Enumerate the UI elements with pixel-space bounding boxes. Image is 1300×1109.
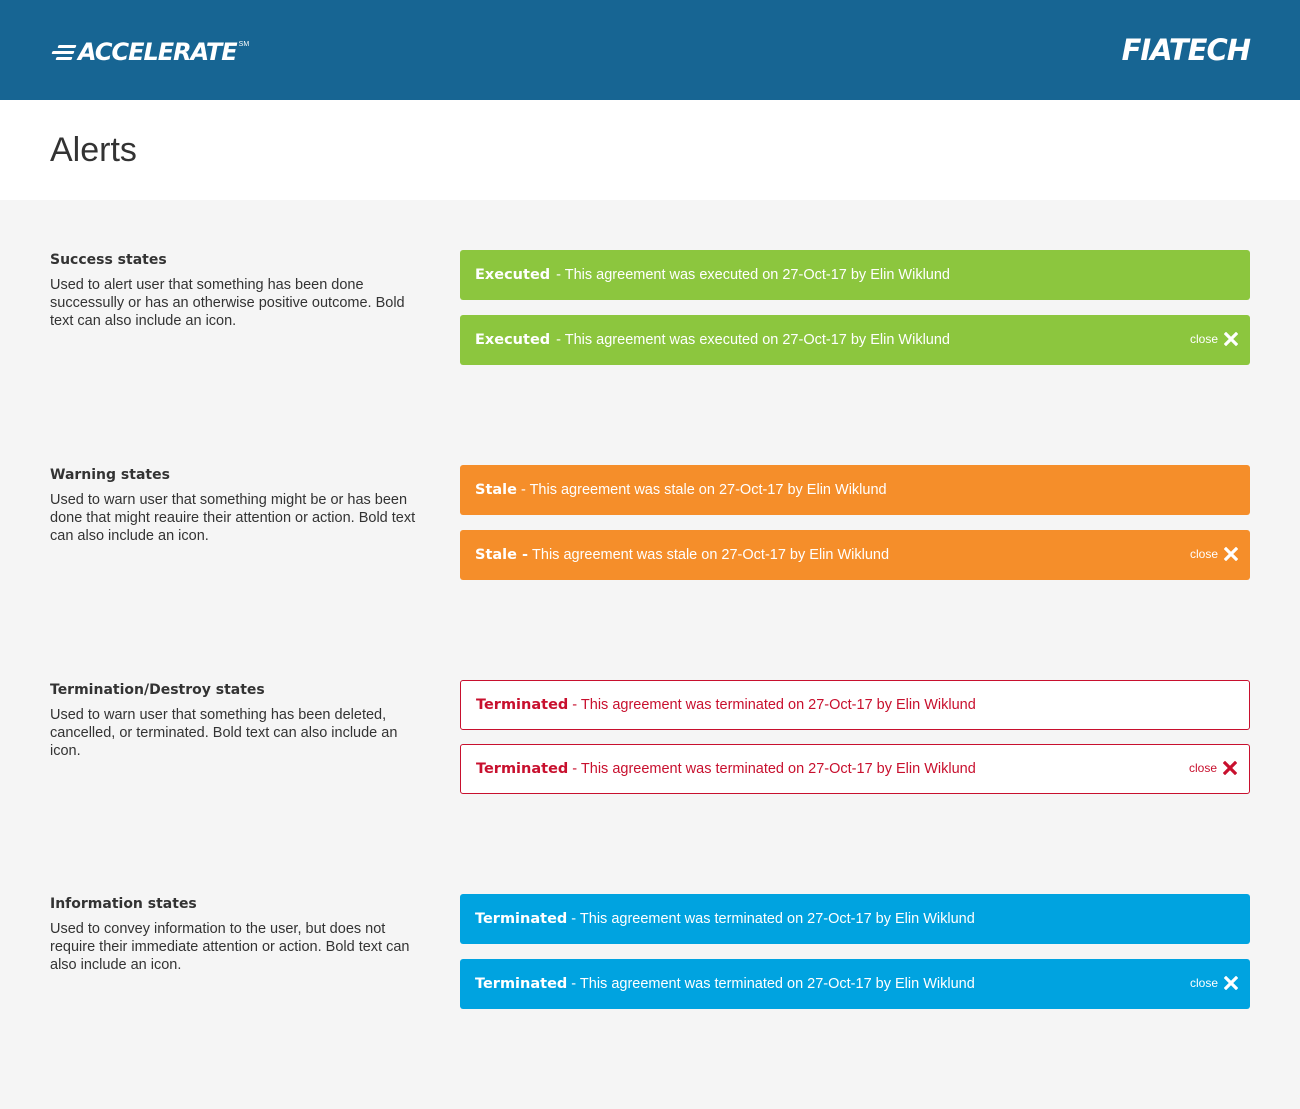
close-button[interactable] — [1190, 976, 1238, 990]
service-mark: SM — [238, 41, 250, 48]
alert-message: This agreement was stale on 27-Oct-17 by Elin Wiklund — [532, 547, 890, 563]
section-description: Used to convey information to the user, but does not require their immediate attention or action. Bold text can also include an icon. — [50, 921, 410, 973]
success-alert — [460, 250, 1250, 300]
fiatech-logo[interactable]: FIATECH — [1121, 33, 1250, 67]
alert-bold-label: Stale — [475, 482, 517, 498]
alert-bold-label: Stale - — [475, 547, 529, 563]
accelerate-logo-text: ACCELERATE — [78, 38, 237, 66]
section-heading: Success states — [50, 252, 167, 268]
section-heading: Information states — [50, 896, 197, 912]
alert-message: - This agreement was stale on 27-Oct-17 by Elin Wiklund — [520, 482, 887, 498]
close-button[interactable] — [1190, 332, 1238, 346]
close-icon[interactable] — [1224, 332, 1238, 346]
section-description: Used to warn user that something has been deleted, cancelled, or terminated. Bold text can also include an icon. — [50, 707, 398, 759]
close-label: close — [1188, 761, 1217, 775]
alert-bold-label: Terminated — [476, 697, 569, 713]
alert-message: - This agreement was terminated on 27-Oct-17 by Elin Wiklund — [572, 761, 976, 777]
termination-alert-dismissible — [460, 744, 1250, 794]
info-alert-dismissible — [460, 959, 1250, 1009]
speed-lines-icon — [50, 37, 78, 63]
close-label: close — [1189, 332, 1218, 346]
alert-message: - This agreement was executed on 27-Oct-17 by Elin Wiklund — [556, 267, 950, 283]
alert-bold-label: Terminated — [475, 976, 568, 992]
alert-message: - This agreement was terminated on 27-Oct-17 by Elin Wiklund — [572, 697, 976, 713]
alert-bold-label: Executed — [475, 332, 551, 348]
close-label: close — [1189, 976, 1218, 990]
info-alert — [460, 894, 1250, 944]
section-description: Used to warn user that something might be or has been done that might reauire their attention or action. Bold text can also include an icon. — [50, 492, 416, 544]
close-label: close — [1189, 547, 1218, 561]
page-title: Alerts — [50, 131, 137, 169]
close-button[interactable] — [1189, 761, 1237, 775]
section-description: Used to alert user that something has been done successully or has an otherwise positive outcome. Bold text can also include an icon. — [50, 277, 405, 329]
warning-alert — [460, 465, 1250, 515]
title-bar — [0, 100, 1300, 200]
section-heading: Warning states — [50, 467, 170, 483]
close-icon[interactable] — [1224, 547, 1238, 561]
alert-bold-label: Executed — [475, 267, 551, 283]
close-button[interactable] — [1190, 547, 1238, 561]
warning-alert-dismissible — [460, 530, 1250, 580]
alert-bold-label: Terminated — [476, 761, 569, 777]
header-bar — [0, 0, 1300, 100]
close-icon[interactable] — [1223, 761, 1237, 775]
close-icon[interactable] — [1224, 976, 1238, 990]
alert-message: - This agreement was terminated on 27-Oct-17 by Elin Wiklund — [571, 976, 975, 992]
alert-bold-label: Terminated — [475, 911, 568, 927]
termination-alert — [460, 680, 1250, 730]
alert-message: - This agreement was terminated on 27-Oct-17 by Elin Wiklund — [571, 911, 975, 927]
accelerate-logo[interactable] — [50, 37, 249, 67]
alert-message: - This agreement was executed on 27-Oct-17 by Elin Wiklund — [556, 332, 950, 348]
section-heading: Termination/Destroy states — [50, 682, 265, 698]
success-alert-dismissible — [460, 315, 1250, 365]
